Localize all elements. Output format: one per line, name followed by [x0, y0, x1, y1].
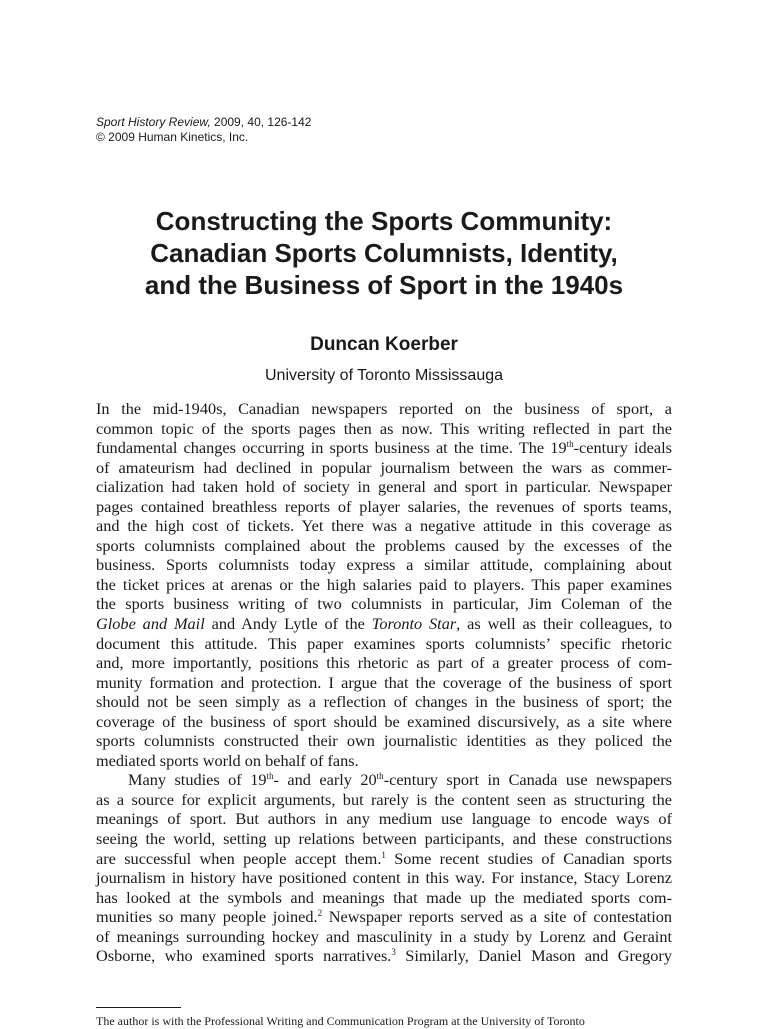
text-line — [96, 438, 672, 458]
text-run: -century ideals — [573, 438, 672, 458]
article-body — [96, 399, 672, 966]
text-line: the ticket prices at arenas or the high salaries paid to players. This paper examines — [96, 574, 672, 594]
text-line — [96, 907, 672, 927]
text-run: Similarly, Daniel Mason and Gregory — [395, 946, 672, 966]
title-line-3: and the Business of Sport in the 1940s — [144, 270, 624, 300]
journal-citation — [96, 115, 311, 145]
footnote-ref[interactable]: 3 — [391, 947, 396, 958]
copyright-notice: © 2009 Human Kinetics, Inc. — [96, 130, 249, 144]
text-line: common topic of the sports pages then as now. This writing reflected in part the — [96, 418, 672, 438]
text-line: pages contained breathless reports of player salaries, the revenues of sports teams, — [96, 496, 672, 516]
superscript: th — [376, 771, 384, 782]
title-line-2: Canadian Sports Columnists, Identity, — [150, 238, 618, 268]
title-line-1: Constructing the Sports Community: — [155, 206, 613, 236]
text-line: as a source for explicit arguments, but rarely is the content seen as structuring the — [96, 789, 672, 809]
text-run: Some recent studies of Canadian sports — [385, 848, 672, 868]
text-run: , as well as their colleagues, to — [456, 614, 672, 634]
text-run: fundamental changes occurring in sports business at the time. The 19 — [96, 438, 567, 458]
newspaper-title: Globe and Mail — [96, 614, 205, 634]
text-line: of amateurism had declined in popular journalism between the wars as commer- — [96, 457, 672, 477]
superscript: th — [266, 771, 274, 782]
author-affiliation: University of Toronto Mississauga — [264, 367, 504, 384]
newspaper-title: Toronto Star — [371, 614, 457, 634]
footnote-divider — [96, 1007, 181, 1008]
journal-details: 2009, 40, 126-142 — [210, 115, 312, 129]
text-line — [96, 946, 672, 966]
text-line — [96, 849, 672, 869]
text-line: In the mid-1940s, Canadian newspapers reported on the business of sport, a — [96, 399, 672, 418]
text-line: munity formation and protection. I argue that the coverage of the business of sport — [96, 672, 672, 692]
text-line: meanings of sport. But authors in any medium use language to encode ways of — [96, 809, 672, 829]
text-line: business. Sports columnists today express a similar attitude, complaining about — [96, 555, 672, 575]
text-line: sports columnists constructed their own journalistic identities as they policed the — [96, 731, 672, 751]
text-line: coverage of the business of sport should be examined discursively, as a site where — [96, 711, 672, 731]
text-line: of meanings surrounding hockey and masculinity in a study by Lorenz and Geraint — [96, 926, 672, 946]
text-line: should not be seen simply as a reflection of changes in the business of sport; the — [96, 692, 672, 712]
author-name: Duncan Koerber — [310, 334, 458, 355]
text-line: document this attitude. This paper examines sports columnists’ specific rhetoric — [96, 633, 672, 653]
text-run: Osborne, who examined sports narratives. — [96, 946, 392, 966]
text-line: the sports business writing of two columnists in particular, Jim Coleman of the — [96, 594, 672, 614]
body-paragraph — [96, 770, 672, 965]
abstract-paragraph — [96, 399, 672, 770]
superscript: th — [566, 439, 574, 450]
article-title — [96, 205, 672, 301]
text-line: has looked at the symbols and meanings that made up the mediated sports com- — [96, 887, 672, 907]
text-run: - and early 20 — [273, 770, 377, 790]
text-line: mediated sports world on behalf of fans. — [96, 750, 359, 770]
text-line: seeing the world, setting up relations between participants, and these constructions — [96, 829, 672, 849]
text-line: and, more importantly, positions this rhetoric as part of a greater process of com- — [96, 653, 672, 673]
text-line: sports columnists complained about the problems caused by the excesses of the — [96, 535, 672, 555]
text-line: journalism in history have positioned content in this way. For instance, Stacy Lorenz — [96, 868, 672, 888]
text-line — [96, 614, 672, 634]
footnote-ref[interactable]: 1 — [381, 849, 386, 860]
journal-line — [96, 115, 311, 130]
journal-name: Sport History Review, — [96, 115, 211, 129]
text-run: munities so many people joined. — [96, 907, 318, 927]
author-footnote: The author is with the Professional Writing and Communication Program at the University of Toronto — [96, 1014, 585, 1028]
footnote-ref[interactable]: 2 — [317, 908, 323, 919]
text-line: cialization had taken hold of society in general and sport in particular. Newspaper — [96, 477, 672, 497]
text-run: Newspaper reports served as a site of contestation — [322, 907, 673, 927]
text-line: and the high cost of tickets. Yet there was a negative attitude in this coverage as — [96, 516, 672, 536]
text-run: -century sport in Canada use newspapers — [383, 770, 673, 790]
text-run: and Andy Lytle of the — [204, 614, 372, 634]
text-run: Many studies of 19 — [128, 770, 267, 790]
text-line — [96, 770, 672, 790]
article-page — [96, 0, 673, 1028]
text-run: are successful when people accept them. — [96, 848, 382, 868]
